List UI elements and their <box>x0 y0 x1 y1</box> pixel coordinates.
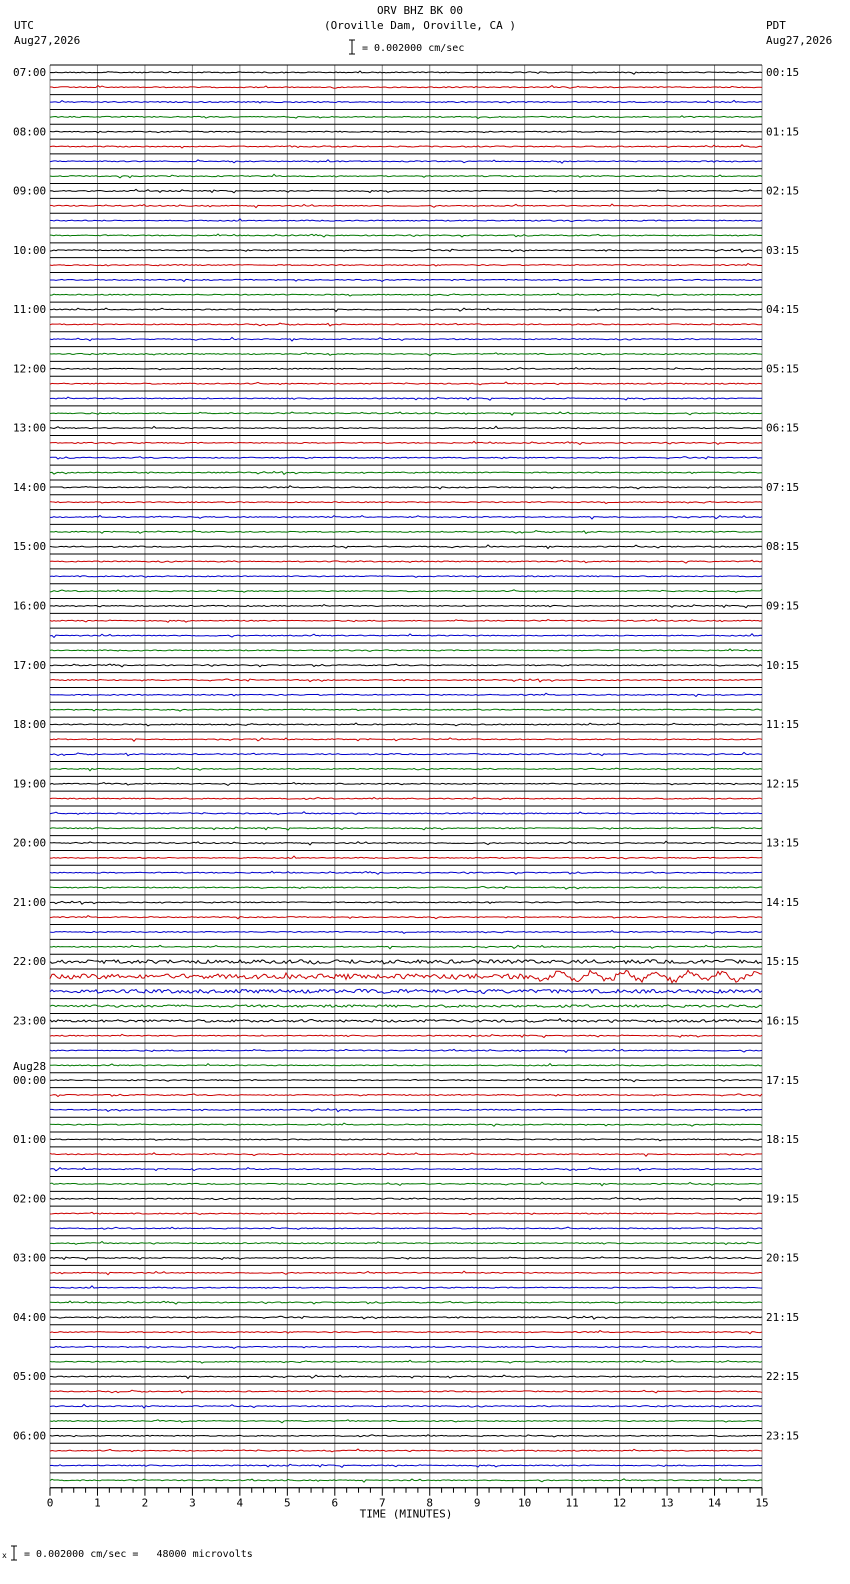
station-subtitle: (Oroville Dam, Oroville, CA ) <box>323 19 517 32</box>
trace-line <box>50 1404 762 1408</box>
trace-line <box>50 752 762 755</box>
pdt-time-label: 17:15 <box>766 1073 800 1087</box>
pdt-time-label: 15:15 <box>766 955 800 969</box>
utc-time-label: 06:00 <box>13 1429 47 1443</box>
trace-line <box>50 293 762 296</box>
pdt-time-label: 02:15 <box>766 184 800 198</box>
trace-line <box>50 989 762 993</box>
trace-line <box>50 264 762 267</box>
trace-line <box>50 1019 762 1023</box>
trace-line <box>50 1360 762 1363</box>
trace-line <box>50 545 762 549</box>
utc-time-label: 23:00 <box>13 1014 47 1028</box>
left-timezone: UTC <box>14 19 34 32</box>
utc-time-label: 10:00 <box>13 243 47 257</box>
trace-line <box>50 189 762 192</box>
x-tick-label: 7 <box>378 1496 386 1510</box>
x-tick-label: 6 <box>331 1496 339 1510</box>
trace-line <box>50 1034 762 1037</box>
trace-line <box>50 426 762 428</box>
utc-time-label: 11:00 <box>13 303 47 317</box>
trace-line <box>50 1316 762 1319</box>
right-date: Aug27,2026 <box>766 34 833 47</box>
pdt-time-label: 21:15 <box>766 1310 800 1324</box>
trace-line <box>50 679 762 682</box>
trace-line <box>50 1079 762 1082</box>
trace-line <box>50 441 762 444</box>
trace-line <box>50 560 762 563</box>
trace-line <box>50 901 762 904</box>
trace-line <box>50 145 762 148</box>
trace-line <box>50 916 762 919</box>
trace-line <box>50 1435 762 1437</box>
pdt-time-label: 08:15 <box>766 540 800 554</box>
trace-line <box>50 1153 762 1156</box>
pdt-time-label: 07:15 <box>766 480 800 494</box>
trace-line <box>50 1257 762 1260</box>
utc-time-label: 12:00 <box>13 362 47 376</box>
utc-time-label: 13:00 <box>13 421 47 435</box>
trace-line <box>50 501 762 503</box>
x-tick-label: 11 <box>565 1496 579 1510</box>
pdt-time-label: 11:15 <box>766 718 800 732</box>
trace-line <box>50 1139 762 1141</box>
pdt-time-label: 20:15 <box>766 1251 800 1265</box>
trace-line <box>50 1346 762 1348</box>
trace-line <box>50 1449 762 1452</box>
trace-line <box>50 1182 762 1186</box>
trace-line <box>50 1242 762 1245</box>
trace-line <box>50 576 762 577</box>
footer-scale-label: = 0.002000 cm/sec = 48000 microvolts <box>24 1549 253 1560</box>
trace-line <box>50 100 762 103</box>
utc-date-label: Aug28 <box>13 1059 47 1073</box>
utc-time-label: 14:00 <box>13 480 47 494</box>
pdt-time-label: 13:15 <box>766 836 800 850</box>
x-axis-title: TIME (MINUTES) <box>359 1507 453 1521</box>
x-tick-label: 9 <box>473 1496 481 1510</box>
trace-line <box>50 279 762 281</box>
pdt-time-label: 05:15 <box>766 362 800 376</box>
utc-time-label: 22:00 <box>13 955 47 969</box>
x-tick-label: 15 <box>755 1496 769 1510</box>
trace-line <box>50 457 762 459</box>
trace-line <box>50 160 762 163</box>
x-tick-label: 14 <box>707 1496 722 1510</box>
trace-line <box>50 664 762 667</box>
trace-line <box>50 337 762 341</box>
left-date: Aug27,2026 <box>14 34 81 47</box>
station-title: ORV BHZ BK 00 <box>376 4 464 17</box>
trace-line <box>50 368 762 370</box>
x-tick-label: 2 <box>141 1496 149 1510</box>
x-tick-label: 10 <box>518 1496 532 1510</box>
trace-line <box>50 723 762 726</box>
trace-line <box>50 471 762 474</box>
x-tick-label: 1 <box>94 1496 101 1510</box>
trace-line <box>50 486 762 489</box>
trace-line <box>50 1064 762 1066</box>
pdt-time-label: 22:15 <box>766 1370 800 1384</box>
trace-line <box>50 1168 762 1171</box>
trace-line <box>50 970 762 982</box>
trace-line <box>50 116 762 119</box>
utc-time-label: 04:00 <box>13 1310 47 1324</box>
trace-line <box>50 1301 762 1304</box>
footer-mark-icon: x <box>2 1551 7 1560</box>
x-tick-label: 5 <box>284 1496 291 1510</box>
trace-line <box>50 219 762 222</box>
trace-line <box>50 174 762 178</box>
pdt-time-label: 09:15 <box>766 599 800 613</box>
trace-line <box>50 1109 762 1112</box>
pdt-time-label: 19:15 <box>766 1192 800 1206</box>
utc-time-label: 08:00 <box>13 125 47 139</box>
footer-scale-bar-icon <box>11 1546 17 1560</box>
trace-line <box>50 249 762 252</box>
trace-line <box>50 397 762 400</box>
pdt-time-label: 01:15 <box>766 125 800 139</box>
trace-line <box>50 812 762 815</box>
trace-line <box>50 1227 762 1229</box>
utc-time-label: 17:00 <box>13 658 47 672</box>
trace-line <box>50 767 762 770</box>
utc-time-label: 20:00 <box>13 836 47 850</box>
trace-line <box>50 1271 762 1275</box>
trace-line <box>50 634 762 638</box>
trace-line <box>50 1286 762 1289</box>
trace-line <box>50 871 762 874</box>
utc-time-label: 09:00 <box>13 184 47 198</box>
trace-line <box>50 1479 762 1483</box>
pdt-time-label: 18:15 <box>766 1133 800 1147</box>
pdt-time-label: 23:15 <box>766 1429 800 1443</box>
utc-time-label: 00:00 <box>13 1073 47 1087</box>
pdt-time-label: 16:15 <box>766 1014 800 1028</box>
utc-time-label: 21:00 <box>13 895 47 909</box>
x-axis <box>47 1488 769 1521</box>
trace-line <box>50 738 762 741</box>
pdt-time-label: 06:15 <box>766 421 800 435</box>
trace-line <box>50 1390 762 1393</box>
trace-line <box>50 86 762 89</box>
trace-line <box>50 308 762 311</box>
trace-line <box>50 1212 762 1214</box>
pdt-time-label: 00:15 <box>766 66 800 79</box>
trace-line <box>50 1198 762 1201</box>
utc-time-label: 16:00 <box>13 599 47 613</box>
trace-line <box>50 516 762 519</box>
pdt-time-label: 14:15 <box>766 895 800 909</box>
trace-line <box>50 1049 762 1052</box>
trace-line <box>50 131 762 133</box>
trace-line <box>50 530 762 533</box>
utc-time-label: 05:00 <box>13 1370 47 1384</box>
scale-label: = 0.002000 cm/sec <box>362 43 465 54</box>
trace-line <box>50 620 762 623</box>
trace-line <box>50 323 762 326</box>
utc-time-label: 01:00 <box>13 1133 47 1147</box>
trace-line <box>50 1464 762 1467</box>
trace-line <box>50 841 762 845</box>
trace-line <box>50 1123 762 1126</box>
trace-line <box>50 945 762 948</box>
trace-line <box>50 71 762 74</box>
utc-time-label: 03:00 <box>13 1251 47 1265</box>
utc-time-label: 15:00 <box>13 540 47 554</box>
trace-line <box>50 1005 762 1008</box>
trace-group <box>50 71 762 1488</box>
x-tick-label: 8 <box>426 1496 434 1510</box>
x-tick-label: 0 <box>46 1496 54 1510</box>
pdt-time-label: 03:15 <box>766 243 800 257</box>
trace-line <box>50 856 762 859</box>
trace-line <box>50 412 762 415</box>
trace-line <box>50 783 762 786</box>
trace-line <box>50 797 762 799</box>
utc-time-label: 07:00 <box>13 66 47 79</box>
trace-line <box>50 605 762 608</box>
trace-line <box>50 353 762 356</box>
pdt-time-label: 04:15 <box>766 303 800 317</box>
trace-line <box>50 827 762 830</box>
trace-line <box>50 1331 762 1334</box>
trace-line <box>50 960 762 964</box>
x-tick-label: 13 <box>660 1496 674 1510</box>
trace-line <box>50 234 762 237</box>
trace-line <box>50 1094 762 1097</box>
right-timezone: PDT <box>766 19 786 32</box>
x-tick-label: 12 <box>612 1496 627 1510</box>
trace-line <box>50 709 762 711</box>
trace-line <box>50 1420 762 1423</box>
trace-line <box>50 589 762 592</box>
trace-line <box>50 382 762 385</box>
scale-bar-icon <box>349 40 355 54</box>
utc-time-label: 02:00 <box>13 1192 47 1206</box>
trace-line <box>50 693 762 696</box>
utc-time-label: 19:00 <box>13 777 47 791</box>
trace-line <box>50 204 762 208</box>
pdt-time-label: 10:15 <box>766 658 800 672</box>
pdt-time-label: 12:15 <box>766 777 800 791</box>
trace-line <box>50 649 762 651</box>
trace-line <box>50 1375 762 1378</box>
x-tick-label: 4 <box>236 1496 244 1510</box>
trace-line <box>50 931 762 934</box>
x-tick-label: 3 <box>189 1496 196 1510</box>
utc-time-label: 18:00 <box>13 718 47 732</box>
trace-line <box>50 886 762 889</box>
